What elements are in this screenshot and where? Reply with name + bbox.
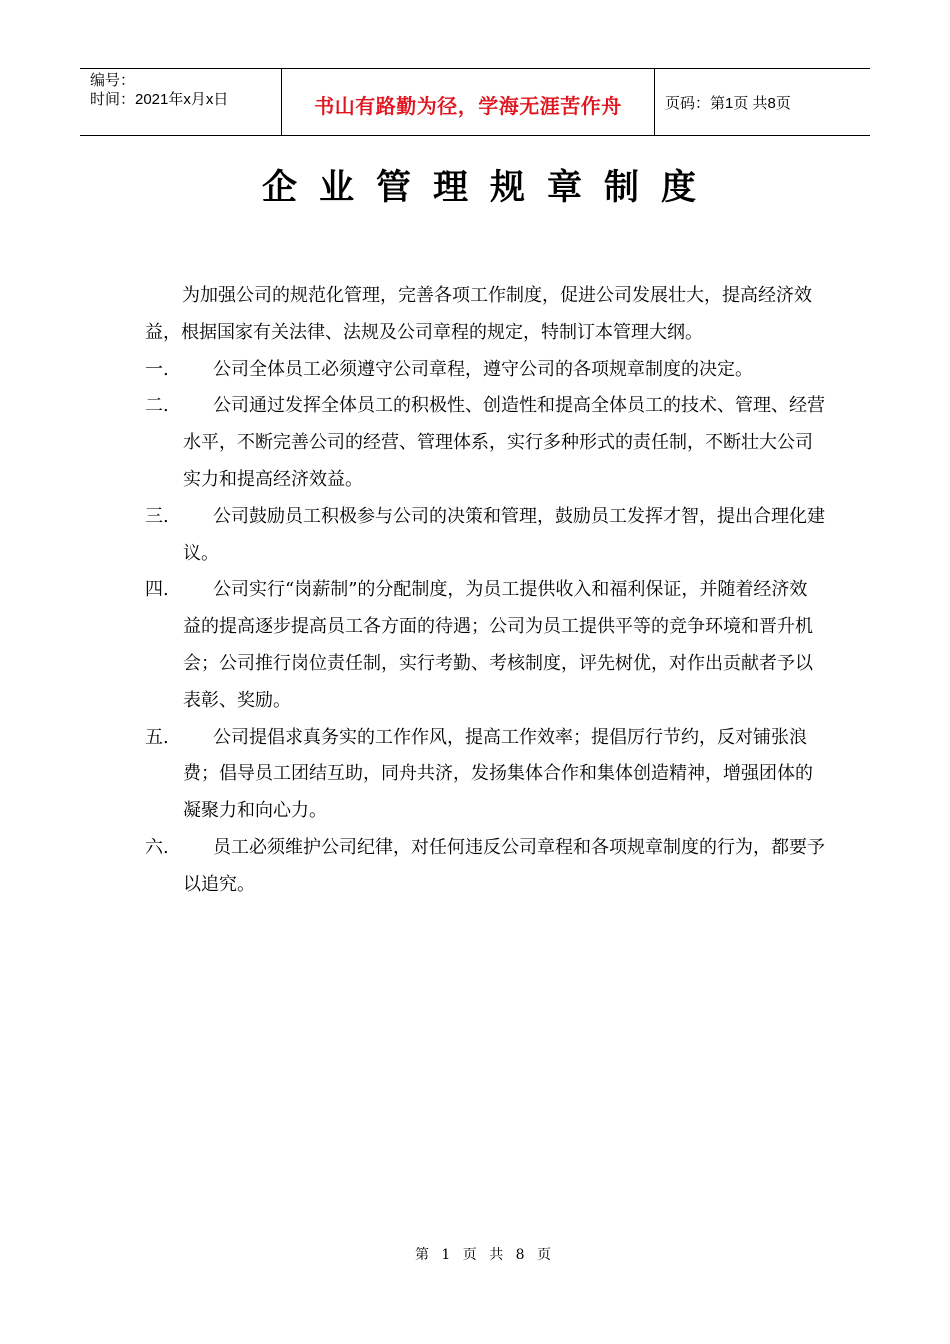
number-label: 编号： [90, 72, 136, 89]
item-number: 二. [145, 395, 169, 417]
header-motto: 书山有路勤为径，学海无涯苦作舟 [282, 69, 655, 135]
list-item [145, 572, 825, 719]
header-meta [80, 69, 282, 135]
list-item [145, 352, 825, 389]
item-number: 四. [145, 579, 169, 601]
item-number: 一. [145, 358, 169, 380]
list-item [145, 720, 825, 830]
item-text: 公司全体员工必须遵守公司章程，遵守公司的各项规章制度的决定。 [213, 358, 753, 380]
item-text: 公司实行“岗薪制”的分配制度，为员工提供收入和福利保证，并随着经济效益的提高逐步提高员工各方面的待遇；公司为员工提供平等的竞争环境和晋升机会；公司推行岗位责任制，实行考勤、考核制度，评先树优，对作出贡献者予以表彰、奖励。 [183, 579, 813, 711]
item-number: 三. [145, 505, 169, 527]
list-item [145, 830, 825, 904]
header-table [80, 68, 870, 136]
item-number: 五. [145, 726, 169, 748]
document-body [145, 278, 825, 904]
document-title: 企业管理规章制度 [261, 168, 718, 208]
item-text: 公司鼓励员工积极参与公司的决策和管理，鼓励员工发挥才智，提出合理化建议。 [183, 505, 825, 564]
time-label: 时间：2021年x月x日 [90, 91, 229, 108]
page-footer: 第 1 页 共 8 页 [414, 1247, 556, 1263]
intro-text: 为加强公司的规范化管理，完善各项工作制度，促进公司发展壮大，提高经济效益，根据国家有关法律、法规及公司章程的规定，特制订本管理大纲。 [145, 285, 812, 343]
item-number: 六. [145, 836, 169, 858]
item-text: 公司通过发挥全体员工的积极性、创造性和提高全体员工的技术、管理、经营水平，不断完善公司的经营、管理体系，实行多种形式的责任制，不断壮大公司实力和提高经济效益。 [183, 395, 825, 490]
item-text: 员工必须维护公司纪律，对任何违反公司章程和各项规章制度的行为，都要予以追究。 [183, 836, 825, 895]
intro-paragraph [145, 278, 825, 352]
item-text: 公司提倡求真务实的工作作风，提高工作效率；提倡厉行节约，反对铺张浪费；倡导员工团结互助，同舟共济，发扬集体合作和集体创造精神，增强团体的凝聚力和向心力。 [183, 726, 813, 822]
list-item [145, 499, 825, 573]
list-item [145, 388, 825, 498]
header-page-label: 页码：第1页 共8页 [665, 94, 791, 112]
